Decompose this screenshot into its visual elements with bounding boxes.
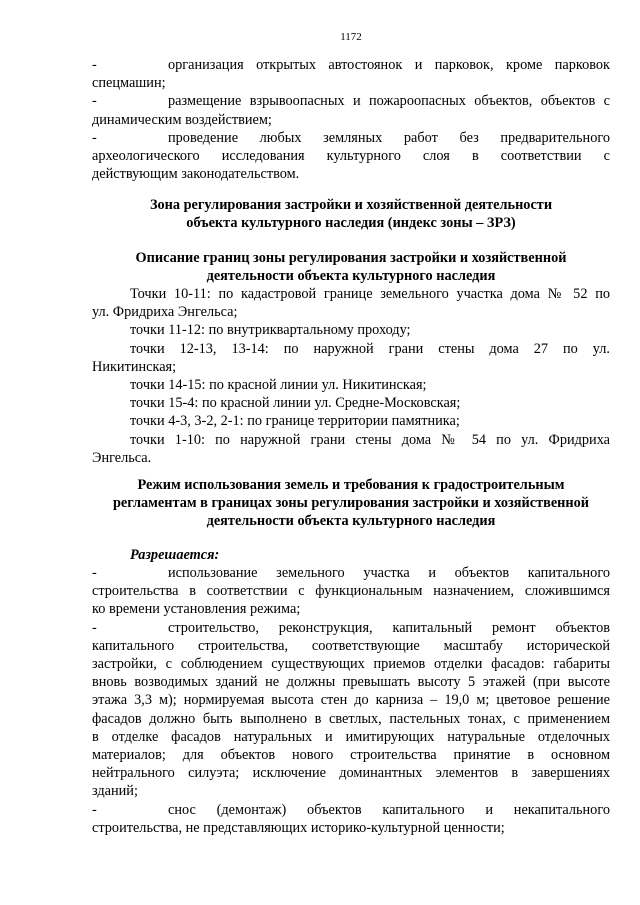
list-dash: - bbox=[92, 801, 97, 818]
list-text: динамическим воздействием; bbox=[92, 111, 272, 128]
allowed-list bbox=[92, 564, 610, 837]
border-item: точки 12-13, 13-14: по наружной грани стены дома 27 по ул. Никитинская; bbox=[92, 340, 610, 375]
list-item bbox=[92, 56, 610, 92]
border-item: Точки 10-11: по кадастровой границе земельного участка дома № 52 по ул. Фридриха Энгельса; bbox=[92, 286, 610, 321]
list-text: размещение взрывоопасных и пожароопасных объектов, объектов с bbox=[168, 93, 610, 110]
list-item bbox=[92, 92, 610, 128]
page-number: 1172 bbox=[340, 31, 362, 43]
border-item: точки 4-3, 3-2, 2-1: по границе территории памятника; bbox=[130, 413, 460, 430]
prohibited-list bbox=[92, 56, 610, 183]
list-text: организация открытых автостоянок и парковок, кроме парковок bbox=[168, 57, 610, 73]
border-item: точки 14-15: по красной линии ул. Никитинская; bbox=[130, 377, 427, 394]
border-item: точки 1-10: по наружной грани стены дома № 54 по ул. Фридриха Энгельса. bbox=[92, 431, 610, 466]
list-text: проведение любых земляных работ без предварительного bbox=[168, 129, 610, 146]
border-item: точки 11-12: по внутриквартальному проходу; bbox=[130, 322, 411, 339]
list-dash: - bbox=[92, 93, 97, 110]
list-text: археологического исследования культурного слоя в соответствии с bbox=[92, 148, 610, 165]
list-dash: - bbox=[92, 129, 97, 146]
list-text: спецмашин; bbox=[92, 75, 166, 92]
list-item bbox=[92, 129, 610, 184]
list-dash: - bbox=[92, 57, 97, 73]
borders-heading: Описание границ зоны регулирования застройки и хозяйственной деятельности объекта культурного наследия bbox=[135, 250, 567, 285]
list-dash: - bbox=[92, 619, 97, 636]
list-item: - строительство, реконструкция, капитальный ремонт объектов капитального строительства, соответствующие масштабу исторической застройки, с соблюдением существующих приемов отделки фасадов: габариты вновь возводимых зданий не должны превышать высоту 5 этажей (при высоте этажа 3,3 м); нормируемая высота стен до карниза – 19,0 м; цветовое решение фасадов должно быть выполнено в светлых, пастельных тонах, с применением в отделке фасадов натуральных и имитирующих натуральные отделочных материалов; для объектов нового строительства принятие в основном нейтрального силуэта; исключение доминантных элементов в завершениях зданий; bbox=[92, 619, 610, 800]
list-item: - использование земельного участка и объектов капитального строительства в соответствии с функциональным назначением, сложившимся ко времени установления режима; bbox=[92, 565, 610, 618]
list-item: - снос (демонтаж) объектов капитального и некапитального строительства, не представляющих историко-культурной ценности; bbox=[92, 801, 610, 836]
border-item: точки 15-4: по красной линии ул. Средне-Московская; bbox=[130, 395, 461, 412]
zone-heading: Зона регулирования застройки и хозяйственной деятельности объекта культурного наследия (индекс зоны – ЗРЗ) bbox=[149, 197, 553, 232]
borders-list bbox=[92, 285, 610, 467]
list-text: действующим законодательством. bbox=[92, 166, 300, 183]
list-dash: - bbox=[92, 565, 97, 581]
regime-heading: Режим использования земель и требования к градостроительным регламентам в границах зоны регулирования застройки и хозяйственной деятельности объекта культурного наследия bbox=[112, 477, 590, 530]
allowed-label: Разрешается: bbox=[130, 547, 220, 563]
